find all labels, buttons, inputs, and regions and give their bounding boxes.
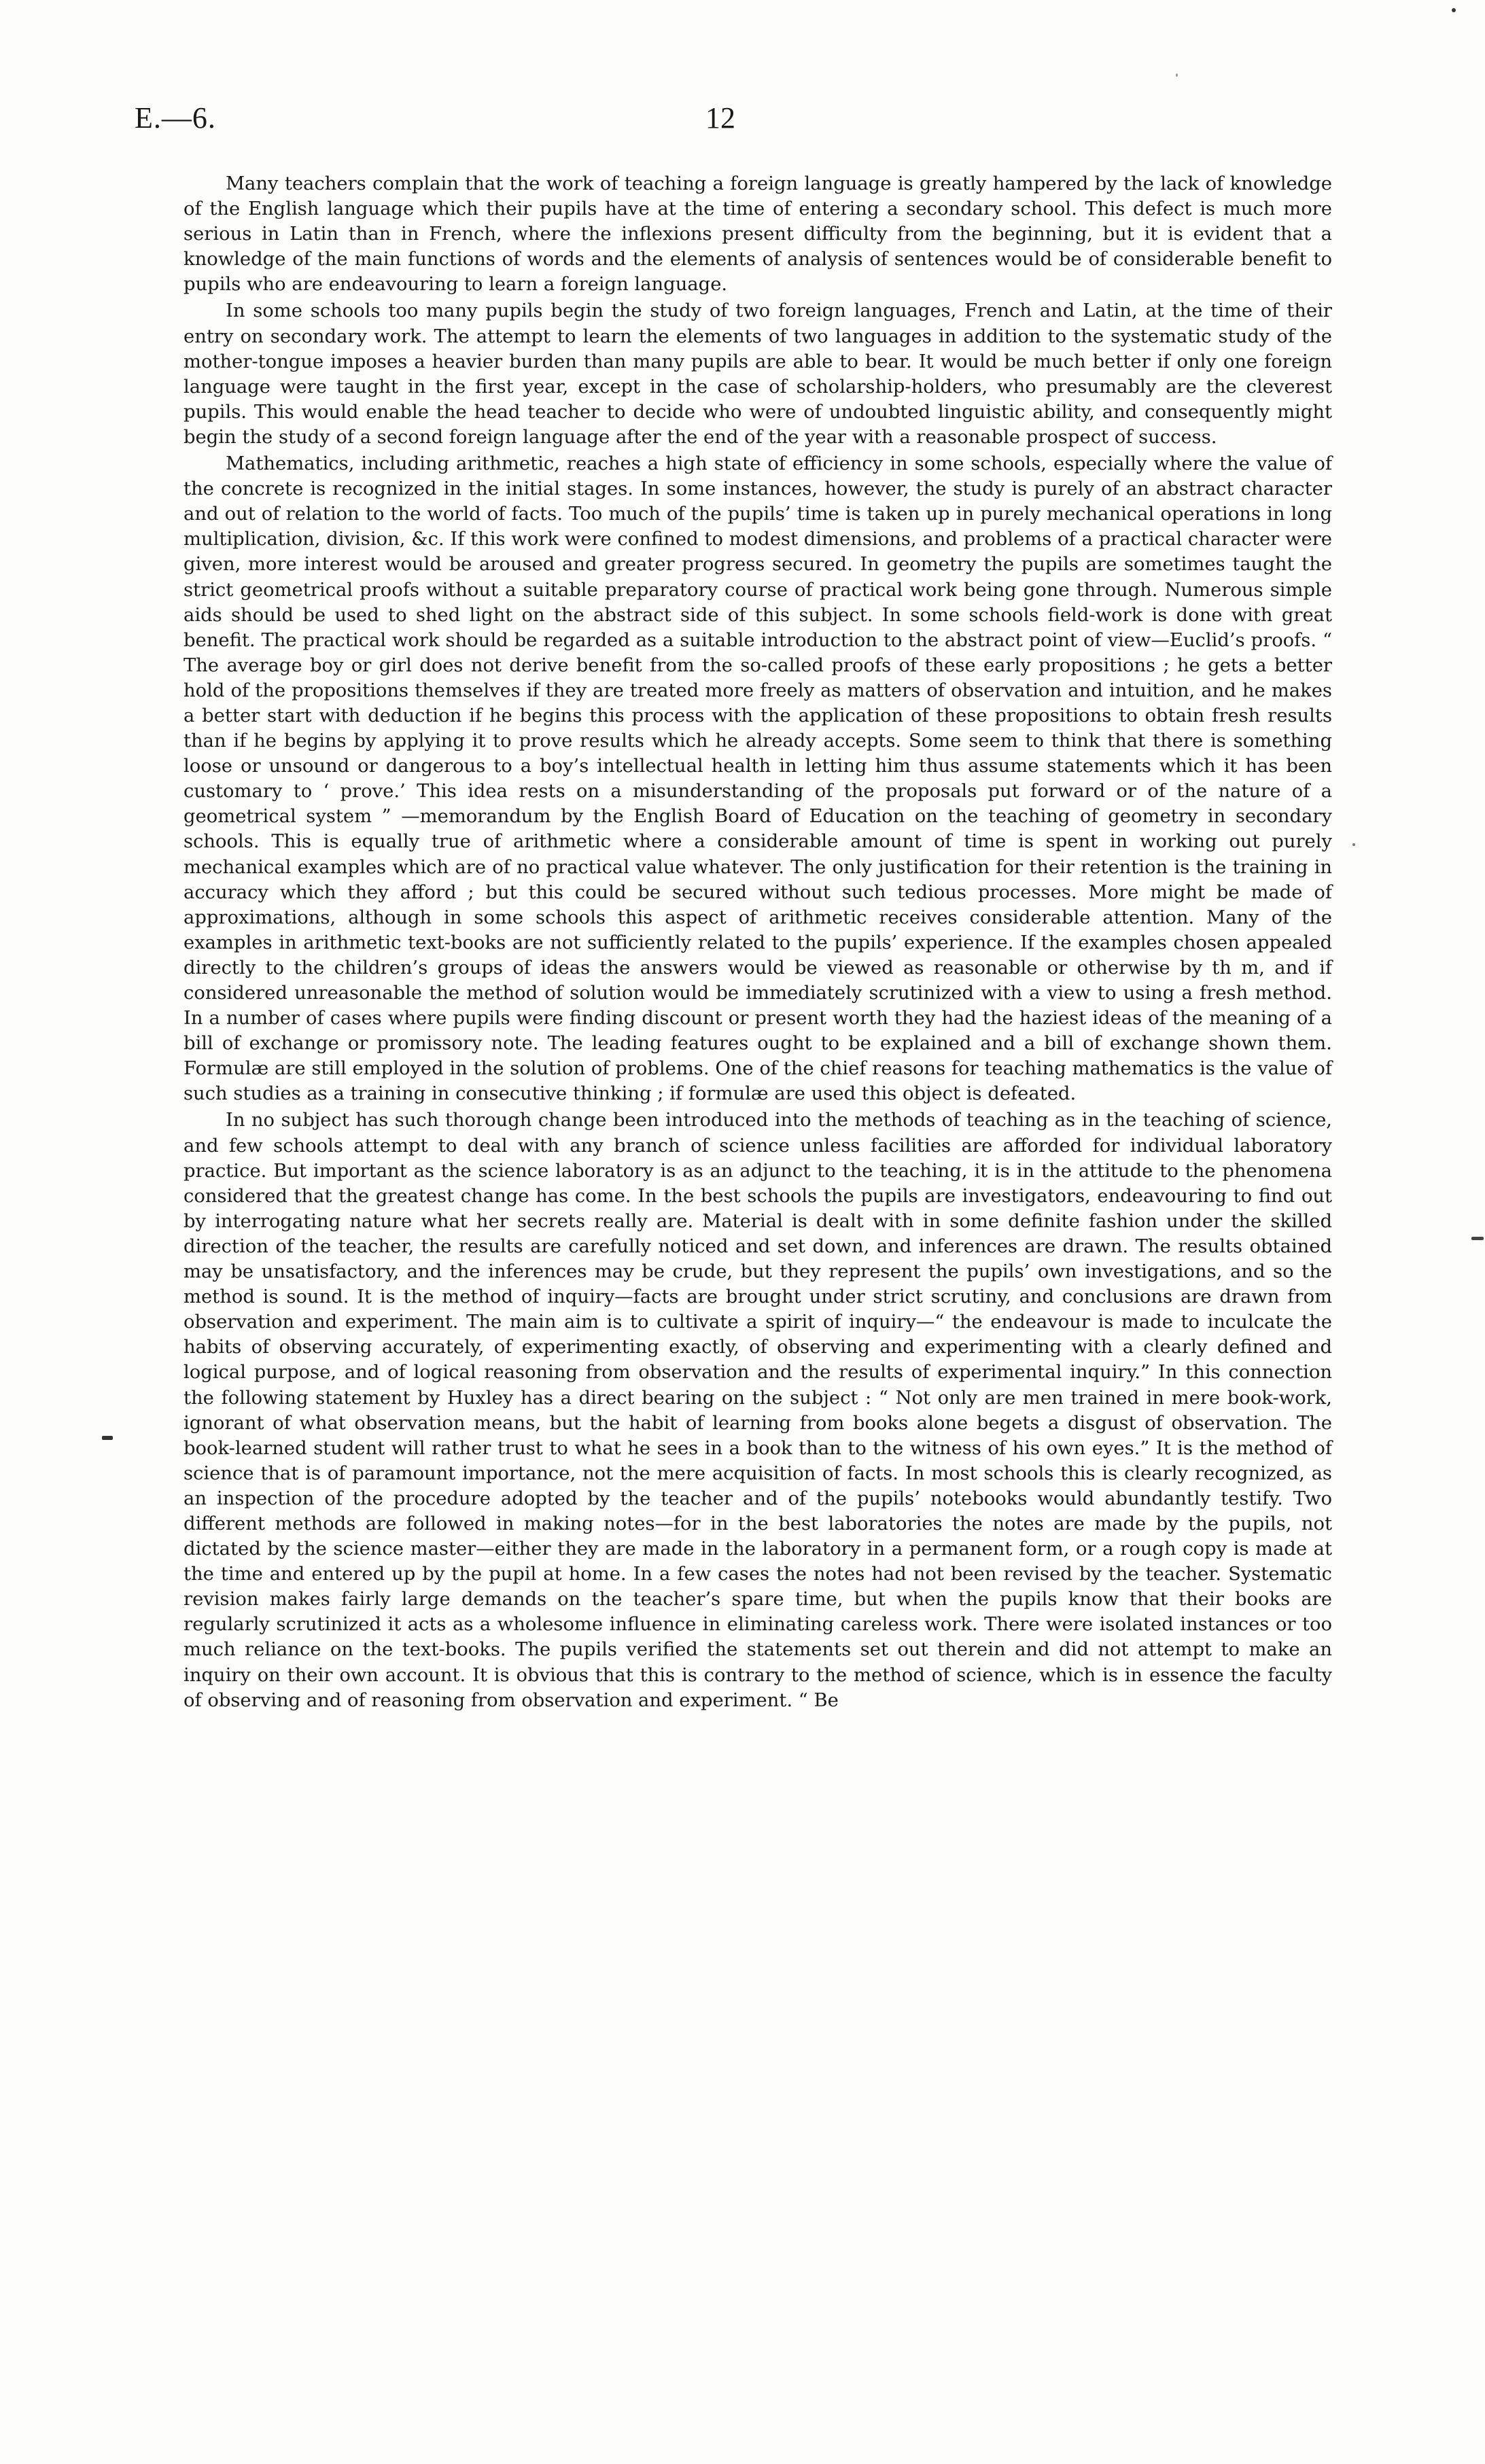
paragraph-science: In no subject has such thorough change been introduced into the methods of teaching as in the teaching of science, and few schools attempt to deal with any branch of science unless facilities are afforded for individual laboratory practice. But important as the science laboratory is as an adjunct to the teaching, it is in the attitude to the phenomena considered that the greatest change has come. In the best schools the pupils are investigators, endeavouring to find out by interrogating nature what her secrets really are. Material is dealt with in some definite fashion under the skilled direction of the teacher, the results are carefully noticed and set down, and inferences are drawn. The results obtained may be unsatisfactory, and the inferences may be crude, but they represent the pupils’ own investigations, and so the method is sound. It is the method of inquiry—facts are brought under strict scrutiny, and conclusions are drawn from observation and experiment. The main aim is to cultivate a spirit of inquiry—“ the endeavour is made to inculcate the habits of observing accurately, of experimenting exactly, of observing and experimenting with a clearly defined and logical purpose, and of logical reasoning from observation and the results of experimental inquiry.” In this connection the following statement by Huxley has a direct bearing on the subject : “ Not only are men trained in mere book-work, ignorant of what observation means, but the habit of learning from books alone begets a disgust of observation. The book-learned student will rather trust to what he sees in a book than to the witness of his own eyes.” It is the method of science that is of paramount importance, not the mere acquisition of facts. In most schools this is clearly recognized, as an inspection of the procedure adopted by the teacher and of the pupils’ notebooks would abundantly testify. Two different methods are followed in making notes—for in the best laboratories the notes are made by the pupils, not dictated by the science master—either they are made in the laboratory in a permanent form, or a rough copy is made at the time and entered up by the pupil at home. In a few cases the notes had not been revised by the teacher. Systematic revision makes fairly large demands on the teacher’s spare time, but when the pupils know that their books are regularly scrutinized it acts as a wholesome influence in eliminating careless work. There were isolated instances or too much reliance on the text-books. The pupils verified the statements set out therein and did not attempt to make an inquiry on their own account. It is obvious that this is contrary to the method of science, which is in essence the faculty of observing and of reasoning from observation and experiment. “ Be bbox=[184, 1110, 1332, 1711]
page-number: 12 bbox=[705, 101, 735, 135]
scan-speck bbox=[1176, 73, 1178, 77]
paragraph-mathematics: Mathematics, including arithmetic, reaches a high state of efficiency in some schools, especially where the value of the concrete is recognized in the initial stages. In some instances, however, the study is purely of an abstract character and out of relation to the world of facts. Too much of the pupils’ time is taken up in purely mechanical operations in long multiplication, division, &c. If this work were confined to modest dimensions, and problems of a practical character were given, more interest would be aroused and greater progress secured. In geometry the pupils are sometimes taught the strict geometrical proofs without a suitable preparatory course of practical work being gone through. Numerous simple aids should be used to shed light on the abstract side of this subject. In some schools field-work is done with great benefit. The practical work should be regarded as a suitable introduction to the abstract point of view—Euclid’s proofs. “ The average boy or girl does not derive benefit from the so-called proofs of these early propositions ; he gets a better hold of the propositions themselves if they are treated more freely as matters of observation and intuition, and he makes a better start with deduction if he begins this process with the application of these propositions to obtain fresh results than if he begins by applying it to prove results which he already accepts. Some seem to think that there is something loose or unsound or dangerous to a boy’s intellectual health in letting him thus assume statements which it has been customary to ‘ prove.’ This idea rests on a misunderstanding of the proposals put forward or of the nature of a geometrical system ” —memorandum by the English Board of Education on the teaching of geometry in secondary schools. This is equally true of arithmetic where a considerable amount of time is spent in working out purely mechanical examples which are of no practical value whatever. The only justification for their retention is the training in accuracy which they afford ; but this could be secured without such tedious processes. More might be made of approximations, although in some schools this aspect of arithmetic receives considerable attention. Many of the examples in arithmetic text-books are not sufficiently related to the pupils’ experience. If the examples chosen appealed directly to the children’s groups of ideas the answers would be viewed as reasonable or otherwise by th m, and if considered unreasonable the method of solution would be immediately scrutinized with a view to using a fresh method. In a number of cases where pupils were finding discount or present worth they had the haziest ideas of the meaning of a bill of exchange or promissory note. The leading features ought to be explained and a bill of exchange shown them. Formulæ are still employed in the solution of problems. One of the chief reasons for teaching mathematics is the value of such studies as a training in consecutive thinking ; if formulæ are used this object is defeated. bbox=[184, 453, 1332, 1105]
scan-speck bbox=[1471, 1237, 1484, 1240]
scan-speck bbox=[102, 1436, 113, 1440]
page-header bbox=[135, 101, 1338, 141]
paragraph-foreign-language: Many teachers complain that the work of teaching a foreign language is greatly hampered by the lack of knowledge of the English language which their pupils have at the time of entering a secondary school. This defect is much more serious in Latin than in French, where the inflexions present difficulty from the beginning, but it is evident that a knowledge of the main functions of words and the elements of analysis of sentences would be of considerable benefit to pupils who are endeavouring to learn a foreign language. bbox=[184, 173, 1332, 296]
body-text bbox=[184, 171, 1332, 1713]
scan-speck bbox=[1352, 843, 1355, 846]
scan-speck bbox=[1452, 8, 1456, 12]
document-code: E.—6. bbox=[135, 101, 216, 135]
paragraph-two-languages: In some schools too many pupils begin the study of two foreign languages, French and Latin, at the time of their entry on secondary work. The attempt to learn the elements of two languages in addition to the systematic study of the mother-tongue imposes a heavier burden than many pupils are able to bear. It would be much better if only one foreign language were taught in the first year, except in the case of scholarship-holders, who presumably are the cleverest pupils. This would enable the head teacher to decide who were of undoubted linguistic ability, and consequently might begin the study of a second foreign language after the end of the year with a reasonable prospect of success. bbox=[184, 300, 1332, 448]
